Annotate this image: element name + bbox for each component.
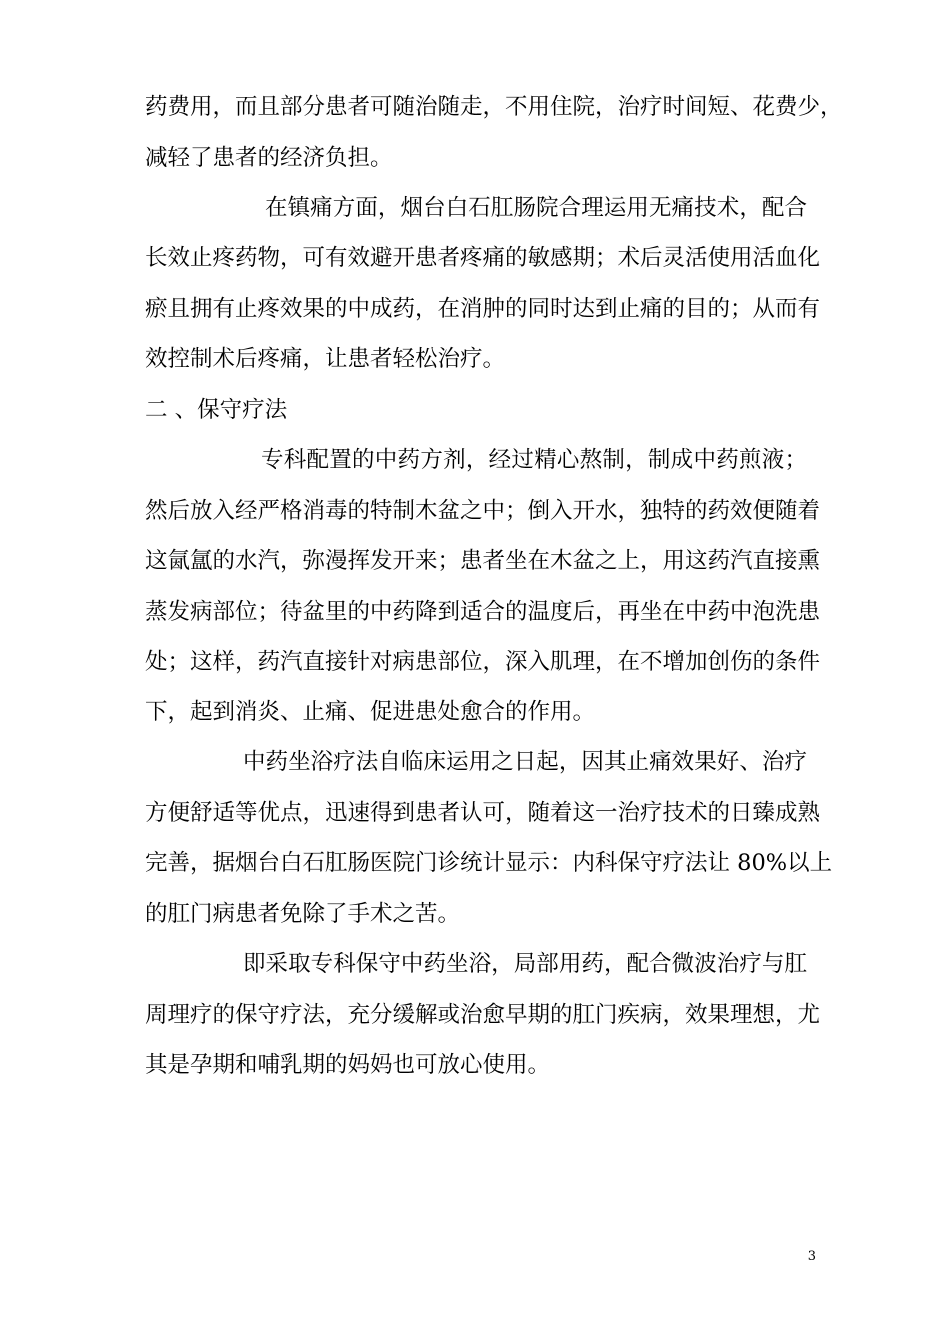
line-text: 方便舒适等优点，迅速得到患者认可，随着这一治疗技术的日臻成熟 <box>145 800 821 826</box>
line-text: 完善，据烟台白石肛肠医院门诊统计显示：内科保守疗法让 80%以上 <box>145 850 833 876</box>
body-text-line <box>0 848 950 878</box>
line-text: 蒸发病部位；待盆里的中药降到适合的温度后，再坐在中药中泡洗患 <box>145 599 821 625</box>
body-text-line <box>0 294 950 324</box>
line-text: 瘀且拥有止疼效果的中成药，在消肿的同时达到止痛的目的；从而有 <box>145 296 821 322</box>
paragraph-first-line <box>0 193 950 223</box>
body-text-line <box>0 647 950 677</box>
line-text: 专科配置的中药方剂，经过精心熬制，制成中药煎液； <box>261 447 807 473</box>
line-text: 下，起到消炎、止痛、促进患处愈合的作用。 <box>145 699 596 725</box>
body-text-line <box>0 1050 950 1080</box>
section-heading <box>0 395 950 425</box>
paragraph-first-line <box>0 445 950 475</box>
line-text: 然后放入经严格消毒的特制木盆之中；倒入开水，独特的药效便随着 <box>145 498 821 524</box>
paragraph-first-line <box>0 747 950 777</box>
line-text: 药费用，而且部分患者可随治随走，不用住院，治疗时间短、花费少， <box>145 94 843 120</box>
body-text-line <box>0 1000 950 1030</box>
line-text: 这氤氲的水汽，弥漫挥发开来；患者坐在木盆之上，用这药汽直接熏 <box>145 548 821 574</box>
page-number: 3 <box>807 1249 816 1264</box>
line-text: 周理疗的保守疗法，充分缓解或治愈早期的肛门疾病，效果理想，尤 <box>145 1002 821 1028</box>
line-text: 长效止疼药物，可有效避开患者疼痛的敏感期；术后灵活使用活血化 <box>145 245 821 271</box>
body-text-line <box>0 496 950 526</box>
line-text: 的肛门病患者免除了手术之苦。 <box>145 901 461 927</box>
line-text: 中药坐浴疗法自临床运用之日起，因其止痛效果好、治疗 <box>243 749 807 775</box>
body-text-line <box>0 143 950 173</box>
body-text-line <box>0 697 950 727</box>
line-text: 处；这样，药汽直接针对病患部位，深入肌理，在不增加创伤的条件 <box>145 649 821 675</box>
line-text: 在镇痛方面，烟台白石肛肠院合理运用无痛技术，配合 <box>265 195 807 221</box>
body-text-line <box>0 92 950 122</box>
body-text-line <box>0 546 950 576</box>
line-text: 即采取专科保守中药坐浴，局部用药，配合微波治疗与肛 <box>243 951 807 977</box>
body-text-line <box>0 798 950 828</box>
line-text: 其是孕期和哺乳期的妈妈也可放心使用。 <box>145 1052 551 1078</box>
body-text-line <box>0 344 950 374</box>
body-text-line <box>0 597 950 627</box>
body-text-line <box>0 899 950 929</box>
paragraph-first-line <box>0 949 950 979</box>
line-text: 效控制术后疼痛，让患者轻松治疗。 <box>145 346 506 372</box>
body-text-line <box>0 243 950 273</box>
line-text: 减轻了患者的经济负担。 <box>145 145 393 171</box>
section-heading-text: 二 、保守疗法 <box>145 397 288 423</box>
